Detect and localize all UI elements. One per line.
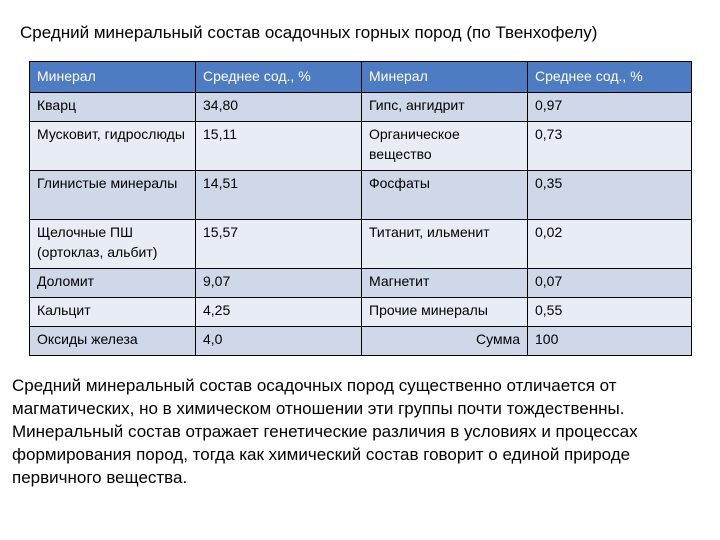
paragraph: Минеральный состав отражает генетические различия в условиях и процессах формирования пород, тогда как химический состав говорит о единой природе первичного вещества.	[12, 422, 638, 487]
mineral-cell: Гипс, ангидрит	[362, 93, 528, 122]
value-cell: 4,0	[196, 327, 362, 356]
mineral-cell: Титанит, ильменит	[362, 220, 528, 269]
table-header-row	[30, 62, 692, 93]
mineral-cell: Доломит	[30, 269, 196, 298]
value-cell: 0,97	[528, 93, 692, 122]
value-cell: 15,11	[196, 122, 362, 171]
mineral-cell: Оксиды железа	[30, 327, 196, 356]
mineral-table	[29, 61, 692, 356]
paragraph: Средний минеральный состав осадочных пород существенно отличается от магматических, но в химическом отношении эти группы почти тождественны.	[12, 376, 625, 418]
table-row	[30, 171, 692, 220]
value-cell: 9,07	[196, 269, 362, 298]
table-row	[30, 93, 692, 122]
mineral-cell: Фосфаты	[362, 171, 528, 220]
table-row	[30, 269, 692, 298]
table-row	[30, 327, 692, 356]
mineral-cell: Глинистые минералы	[30, 171, 196, 220]
value-cell: 0,02	[528, 220, 692, 269]
value-cell: 0,73	[528, 122, 692, 171]
header-mineral: Минерал	[362, 62, 528, 93]
mineral-cell: Щелочные ПШ (ортоклаз, альбит)	[30, 220, 196, 269]
value-cell: 15,57	[196, 220, 362, 269]
table-row	[30, 220, 692, 269]
value-cell: 4,25	[196, 298, 362, 327]
value-cell: 0,55	[528, 298, 692, 327]
header-content: Среднее сод., %	[528, 62, 692, 93]
header-content: Среднее сод., %	[196, 62, 362, 93]
mineral-cell: Кварц	[30, 93, 196, 122]
mineral-cell: Органическое вещество	[362, 122, 528, 171]
total-value-cell: 100	[528, 327, 692, 356]
total-label-cell: Сумма	[362, 327, 528, 356]
value-cell: 0,35	[528, 171, 692, 220]
table-row	[30, 298, 692, 327]
body-text	[12, 374, 712, 489]
value-cell: 0,07	[528, 269, 692, 298]
header-mineral: Минерал	[30, 62, 196, 93]
mineral-cell: Мусковит, гидрослюды	[30, 122, 196, 171]
table-row	[30, 122, 692, 171]
mineral-cell: Магнетит	[362, 269, 528, 298]
mineral-cell: Кальцит	[30, 298, 196, 327]
value-cell: 14,51	[196, 171, 362, 220]
value-cell: 34,80	[196, 93, 362, 122]
page-title: Средний минеральный состав осадочных горных пород (по Твенхофелу)	[20, 23, 598, 42]
mineral-cell: Прочие минералы	[362, 298, 528, 327]
